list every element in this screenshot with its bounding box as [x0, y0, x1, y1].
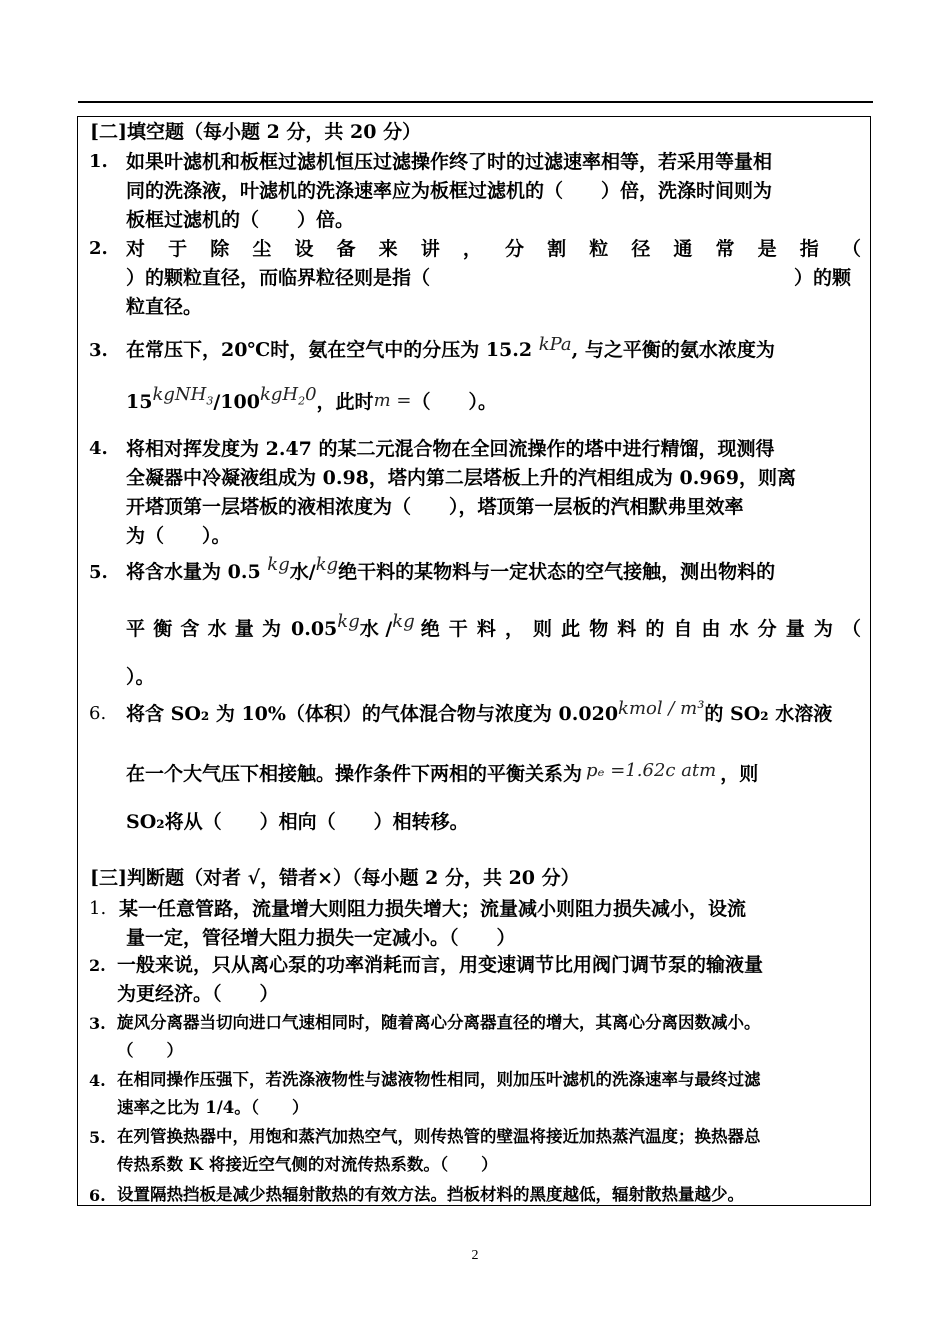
j5-line1: 在列管换热器中，用饱和蒸汽加热空气，则传热管的壁温将接近加热蒸汽温度；换热器总 [117, 1127, 761, 1146]
q1-line2: 同的洗涤液，叶滤机的洗涤速率应为板框过滤机的（ ）倍，洗涤时间则为 [126, 180, 773, 202]
equilibrium-equation: pₑ =1.62c atm [586, 760, 717, 781]
q6-line2: 在一个大气压下相接触。操作条件下两相的平衡关系为 pₑ =1.62c atm ，则 [126, 760, 759, 785]
j1-line2: 量一定，管径增大阻力损失一定减小。（ ） [126, 927, 516, 949]
j3-number: 3. [89, 1014, 106, 1033]
j1-number: 1. [89, 898, 107, 919]
q5-line3: ）。 [126, 666, 155, 688]
header-rule [78, 101, 873, 103]
q2-number: 2. [89, 238, 108, 259]
j4-number: 4. [89, 1071, 106, 1090]
j2-number: 2. [89, 956, 106, 975]
q3-number: 3. [89, 340, 108, 361]
q1-line1: 如果叶滤机和板框过滤机恒压过滤操作终了时的过滤速率相等，若采用等量相 [126, 151, 773, 173]
q2-line2b: ）的颗 [794, 267, 852, 289]
j5-line2: 传热系数 K 将接近空气侧的对流传热系数。（ ） [117, 1155, 498, 1174]
q1-number: 1. [89, 151, 108, 172]
j5-number: 5. [89, 1128, 106, 1147]
j6-number: 6. [89, 1186, 106, 1205]
section3-header: [三]判断题（对者 √，错者×）（每小题 2 分，共 20 分） [90, 867, 580, 889]
j4-line1: 在相同操作压强下，若洗涤液物性与滤液物性相同，则加压叶滤机的洗涤速率与最终过滤 [117, 1070, 761, 1089]
q5-line1: 将含水量为 0.5 kg水/kg绝干料的某物料与一定状态的空气接触，测出物料的 [126, 554, 776, 583]
q6-line1: 将含 SO₂ 为 10%（体积）的气体混合物与浓度为 0.020kmol / m³的 SO₂ 水溶液 [126, 698, 833, 725]
q1-line3: 板框过滤机的（ ）倍。 [126, 209, 355, 231]
kpa-unit: kPa [538, 334, 572, 355]
j2-line2: 为更经济。（ ） [117, 983, 279, 1005]
j1-line1: 某一任意管路，流量增大则阻力损失增大；流量减小则阻力损失减小，设流 [119, 898, 747, 920]
m-symbol: m = [373, 390, 412, 411]
q2-line1: 对 于 除 尘 设 备 来 讲 ， 分 割 粒 径 通 常 是 指 （ [126, 238, 861, 260]
page-number: 2 [471, 1248, 479, 1263]
q4-line4: 为（ ）。 [126, 525, 231, 547]
q4-line3: 开塔顶第一层塔板的液相浓度为（ ），塔顶第一层板的汽相默弗里效率 [126, 496, 744, 518]
q5-line2: 平 衡 含 水 量 为 0.05 kg 水 / kg 绝 干 料 ， 则 此 物 料 的 自 由 水 分 量 为 （ [126, 611, 861, 640]
q4-line2: 全凝器中冷凝液组成为 0.98，塔内第二层塔板上升的汽相组成为 0.969，则离 [126, 467, 797, 489]
j3-line1: 旋风分离器当切向进口气速相同时，随着离心分离器直径的增大，其离心分离因数减小。 [117, 1013, 761, 1032]
q3-line1: 在常压下，20℃时，氨在空气中的分压为 15.2 kPa, 与之平衡的氨水浓度为 [126, 334, 775, 361]
q4-line1: 将相对挥发度为 2.47 的某二元混合物在全回流操作的塔中进行精馏，现测得 [126, 438, 775, 460]
q6-line3: SO₂将从（ ）相向（ ）相转移。 [126, 811, 469, 833]
nh3-unit: kgNH$_3$ [152, 384, 214, 408]
q3-line2: 15kgNH$_3$/100kgH$_2$0，此时m =（ ）。 [126, 384, 497, 413]
h2o-unit: kgH$_2$0 [259, 384, 317, 408]
section2-header: [二]填空题（每小题 2 分，共 20 分） [90, 121, 422, 143]
j2-line1: 一般来说，只从离心泵的功率消耗而言，用变速调节比用阀门调节泵的输液量 [117, 954, 764, 976]
q2-line3: 粒直径。 [126, 296, 203, 318]
q5-number: 5. [89, 562, 108, 583]
j6-line1: 设置隔热挡板是减少热辐射散热的有效方法。挡板材料的黑度越低，辐射散热量越少。 [117, 1185, 744, 1204]
j3-line2: （ ） [117, 1041, 183, 1060]
q2-line2a: ）的颗粒直径，而临界粒径则是指（ [126, 267, 431, 289]
j4-line2: 速率之比为 1/4。（ ） [117, 1098, 309, 1117]
kmol-unit: kmol / m³ [618, 698, 705, 719]
q6-number: 6. [89, 703, 107, 724]
q4-number: 4. [89, 438, 108, 459]
